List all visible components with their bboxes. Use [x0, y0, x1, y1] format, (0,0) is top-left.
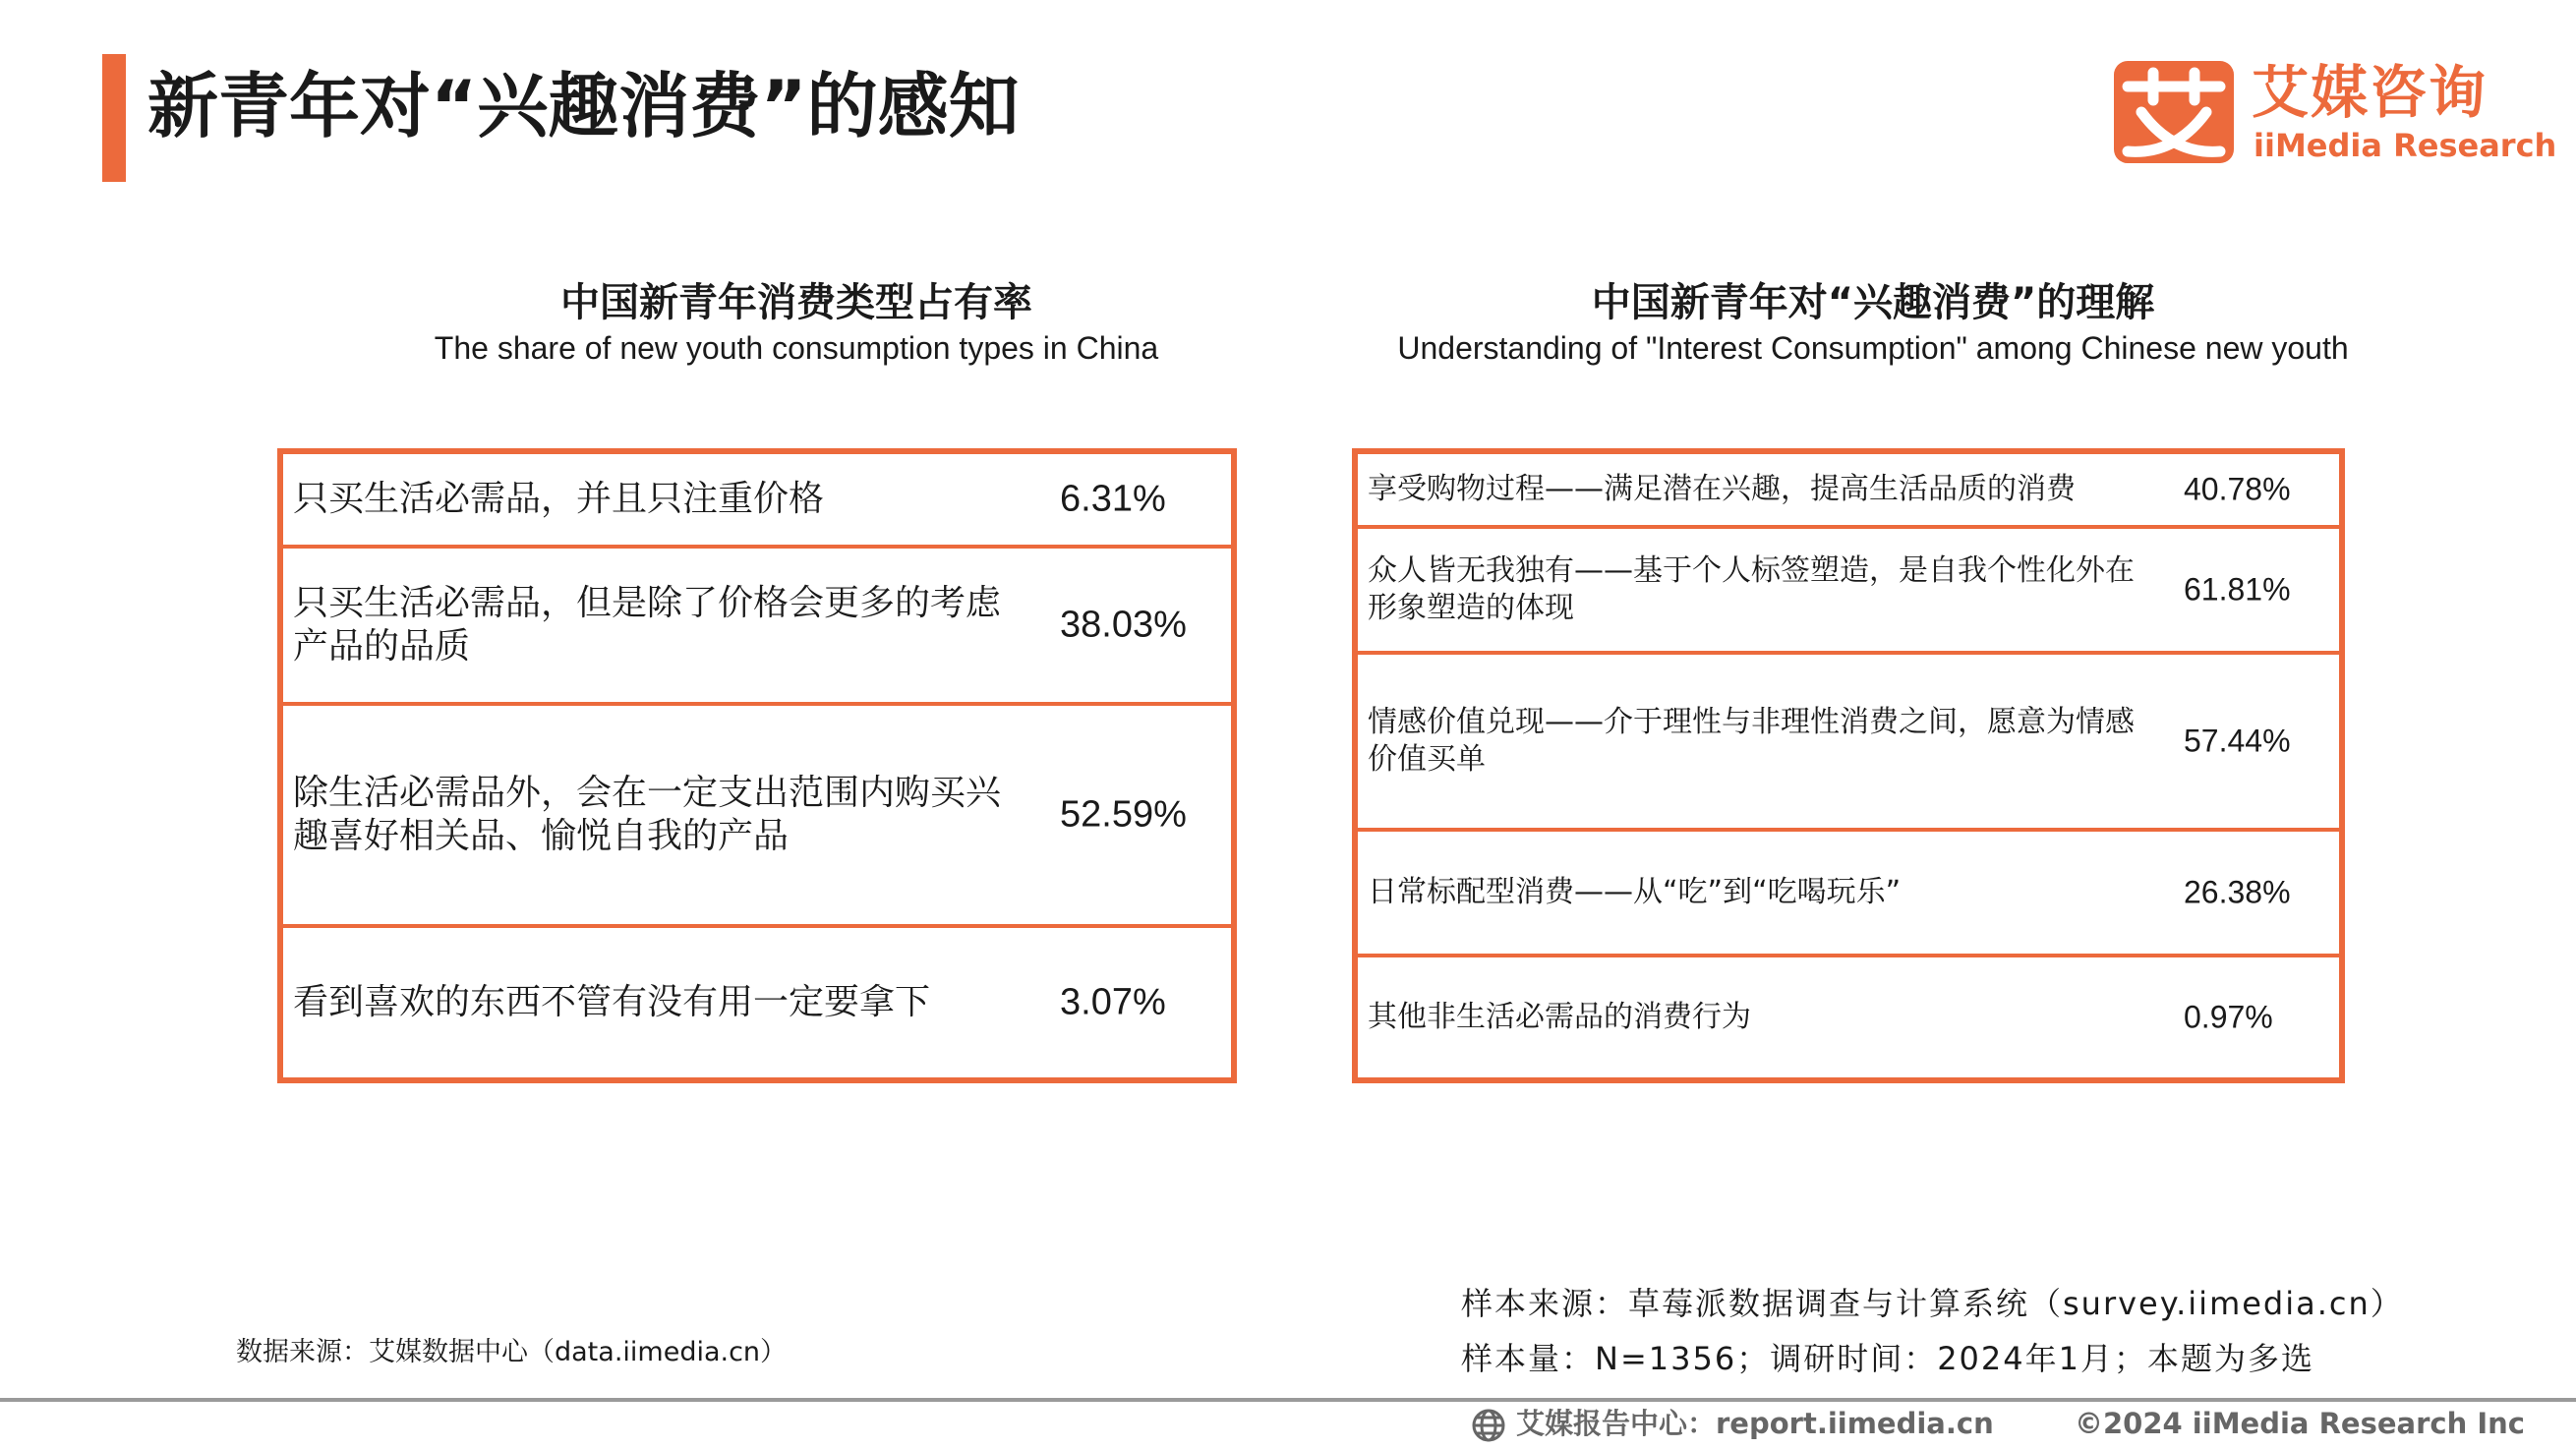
row-value: 38.03% — [1060, 604, 1187, 646]
row-value: 6.31% — [1060, 478, 1166, 520]
interest-consumption-table — [1352, 448, 2345, 1083]
footer-copyright: ©2024 iiMedia Research Inc — [2075, 1407, 2525, 1440]
logo-chinese-name: 艾媒咨询 — [2252, 59, 2488, 126]
consumption-type-table — [277, 448, 1237, 1083]
row-value: 57.44% — [2184, 723, 2291, 759]
left-chart-title — [280, 277, 1313, 368]
table-row — [283, 928, 1231, 1077]
row-value: 3.07% — [1060, 981, 1166, 1023]
row-label: 除生活必需品外，会在一定支出范围内购买兴趣喜好相关品、愉悦自我的产品 — [293, 773, 1002, 856]
row-value: 52.59% — [1060, 793, 1187, 836]
row-label: 众人皆无我独有——基于个人标签塑造，是自我个性化外在形象塑造的体现 — [1368, 553, 2135, 625]
sample-note — [1461, 1276, 2404, 1386]
row-label: 只买生活必需品，并且只注重价格 — [293, 479, 825, 519]
footer-report-center — [1471, 1404, 1994, 1443]
row-label: 日常标配型消费——从“吃”到“吃喝玩乐” — [1368, 875, 1902, 909]
iimedia-logo — [2114, 57, 2557, 175]
table-row — [1358, 529, 2339, 655]
logo-english-name: iiMedia Research — [2254, 127, 2557, 164]
page-title: 新青年对“兴趣消费”的感知 — [147, 65, 1020, 147]
row-label: 看到喜欢的东西不管有没有用一定要拿下 — [293, 982, 931, 1022]
logo-mark-icon — [2114, 61, 2234, 163]
row-value: 26.38% — [2184, 874, 2291, 910]
title-accent-bar — [102, 54, 126, 182]
sample-source-note: 样本来源：草莓派数据调查与计算系统（survey.iimedia.cn） — [1461, 1285, 2404, 1322]
globe-icon — [1471, 1408, 1506, 1443]
row-label: 其他非生活必需品的消费行为 — [1368, 1000, 1751, 1034]
footer-divider — [0, 1398, 2576, 1402]
row-label: 享受购物过程——满足潜在兴趣，提高生活品质的消费 — [1368, 472, 2076, 506]
right-chart-subtitle-en: Understanding of "Interest Consumption" among Chinese new youth — [1397, 330, 2349, 366]
row-value: 0.97% — [2184, 999, 2273, 1035]
table-row — [283, 549, 1231, 706]
right-chart-title — [1322, 277, 2424, 368]
row-value: 61.81% — [2184, 571, 2291, 608]
left-chart-title-cn: 中国新青年消费类型占有率 — [560, 280, 1032, 325]
row-value: 40.78% — [2184, 471, 2291, 507]
table-row — [283, 706, 1231, 928]
footer-report-center-text: 艾媒报告中心：report.iimedia.cn — [1516, 1407, 1994, 1440]
data-source-note: 数据来源：艾媒数据中心（data.iimedia.cn） — [236, 1337, 788, 1367]
sample-size-note: 样本量：N=1356；调研时间：2024年1月；本题为多选 — [1461, 1340, 2314, 1377]
table-row — [283, 454, 1231, 549]
left-chart-subtitle-en: The share of new youth consumption types in China — [434, 330, 1159, 366]
table-row — [1358, 832, 2339, 957]
table-row — [1358, 454, 2339, 529]
row-label: 只买生活必需品，但是除了价格会更多的考虑产品的品质 — [293, 583, 1002, 667]
table-row — [1358, 655, 2339, 832]
row-label: 情感价值兑现——介于理性与非理性消费之间，愿意为情感价值买单 — [1368, 705, 2135, 777]
table-row — [1358, 957, 2339, 1077]
right-chart-title-cn: 中国新青年对“兴趣消费”的理解 — [1591, 280, 2155, 325]
